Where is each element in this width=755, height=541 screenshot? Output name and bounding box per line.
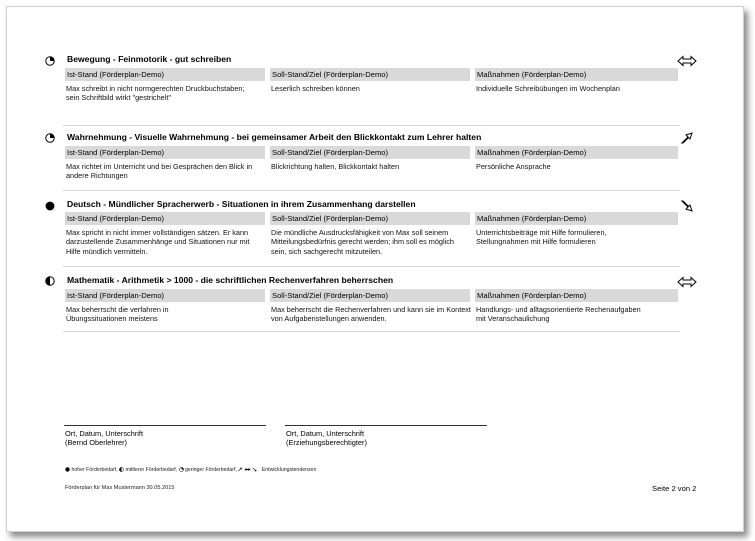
massnahmen-header: Maßnahmen (Förderplan-Demo) [475, 146, 678, 159]
page-number [652, 484, 696, 493]
quarter-circle-icon [45, 133, 55, 143]
massnahmen-header: Maßnahmen (Förderplan-Demo) [475, 212, 678, 225]
page-prefix: Seite [652, 484, 670, 493]
arrow-up-right-icon [677, 131, 697, 145]
page-total: 2 [692, 484, 697, 493]
signature-label-guardian [286, 429, 367, 448]
massnahmen-header: Maßnahmen (Förderplan-Demo) [475, 289, 678, 302]
section-divider [63, 190, 680, 191]
legend [65, 467, 316, 473]
ist-stand-header: Ist-Stand (Förderplan-Demo) [65, 212, 265, 225]
signature-label-teacher [65, 429, 143, 448]
soll-stand-text: Blickrichtung halten, Blickkontakt halten [271, 162, 400, 171]
page-of: von [677, 484, 691, 493]
arrow-down-right-icon [677, 199, 697, 213]
ist-stand-text: Max beherrscht die verfahren in Übungssituationen meistens [66, 305, 169, 324]
signature-line-teacher [64, 425, 266, 426]
soll-stand-header: Soll-Stand/Ziel (Förderplan-Demo) [270, 146, 470, 159]
massnahmen-header: Maßnahmen (Förderplan-Demo) [475, 68, 678, 81]
quarter-circle-icon [179, 467, 184, 472]
massnahmen-text: Unterrichtsbeiträge mit Hilfe formulieren, Stellungnahmen mit Hilfe formulieren [476, 228, 607, 247]
legend-hoch: hoher Förderbedarf, [71, 467, 118, 473]
section-title: Bewegung - Feinmotorik - gut schreiben [67, 54, 232, 64]
massnahmen-text: Handlungs- und alltagsorientierte Rechenaufgaben mit Veranschaulichung [476, 305, 641, 324]
section-title: Wahrnehmung - Visuelle Wahrnehmung - bei gemeinsamer Arbeit den Blickkontakt zum Lehrer halten [67, 132, 482, 142]
signature-caption: Ort, Datum, Unterschrift [286, 429, 365, 438]
soll-stand-header: Soll-Stand/Ziel (Förderplan-Demo) [270, 289, 470, 302]
trend-arrows-icon [238, 467, 260, 472]
section-divider [63, 266, 680, 267]
quarter-circle-icon [45, 56, 55, 66]
section-divider [63, 125, 680, 126]
legend-mittel: mittlerer Förderbedarf, [125, 467, 178, 473]
double-arrow-horizontal-icon [677, 54, 697, 68]
soll-stand-text: Max beherrscht die Rechenverfahren und kann sie im Kontext von Aufgabenstellungen anwenden. [271, 305, 471, 324]
section-title: Deutsch - Mündlicher Spracherwerb - Situationen in ihrem Zusammenhang darstellen [67, 199, 416, 209]
page-current: 2 [671, 484, 676, 493]
filled-circle-icon [65, 467, 70, 472]
ist-stand-header: Ist-Stand (Förderplan-Demo) [65, 68, 265, 81]
legend-tendenzen: Entwicklungstendenzen [261, 467, 317, 473]
legend-gering: geringer Förderbedarf, [185, 467, 237, 473]
ist-stand-text: Max richtet im Unterricht und bei Gesprächen den Blick in andere Richtungen [66, 162, 253, 181]
signature-caption: Ort, Datum, Unterschrift [65, 429, 144, 438]
ist-stand-header: Ist-Stand (Förderplan-Demo) [65, 146, 265, 159]
ist-stand-text: Max spricht in nicht immer vollständigen sätzen. Er kann darzustellende Zusammenhänge und Situationen nur mit Hilfe mündlich vermitteln. [66, 228, 250, 256]
signature-name: (Erziehungsberechtigter) [286, 438, 367, 448]
section-title: Mathematik - Arithmetik > 1000 - die schriftlichen Rechenverfahren beherrschen [67, 275, 394, 285]
document-page [6, 6, 744, 532]
soll-stand-header: Soll-Stand/Ziel (Förderplan-Demo) [270, 68, 470, 81]
filled-circle-icon [45, 201, 55, 211]
half-circle-icon [45, 276, 55, 286]
soll-stand-text: Leserlich schreiben können [271, 84, 360, 93]
massnahmen-text: Persönliche Ansprache [476, 162, 551, 171]
ist-stand-header: Ist-Stand (Förderplan-Demo) [65, 289, 265, 302]
signature-line-guardian [285, 425, 487, 426]
section-divider [63, 331, 680, 332]
footer-document-info: Förderplan für Max Mustermann 30.05.2015 [65, 485, 175, 491]
soll-stand-text: Die mündliche Ausdrucksfähigkeit von Max soll seinem Mitteilungsbedürfnis gerecht werden; ihm soll es möglich sein, sich sachgerecht mitzuteilen. [271, 228, 454, 256]
signature-name: (Bernd Oberlehrer) [65, 438, 128, 448]
soll-stand-header: Soll-Stand/Ziel (Förderplan-Demo) [270, 212, 470, 225]
half-circle-icon [119, 467, 124, 472]
ist-stand-text: Max schreibt in nicht normgerechten Druckbuchstaben; sein Schriftbild wirkt "gestrichelt" [66, 84, 245, 103]
double-arrow-horizontal-icon [677, 275, 697, 289]
massnahmen-text: Individuelle Schreibübungen im Wochenplan [476, 84, 620, 93]
